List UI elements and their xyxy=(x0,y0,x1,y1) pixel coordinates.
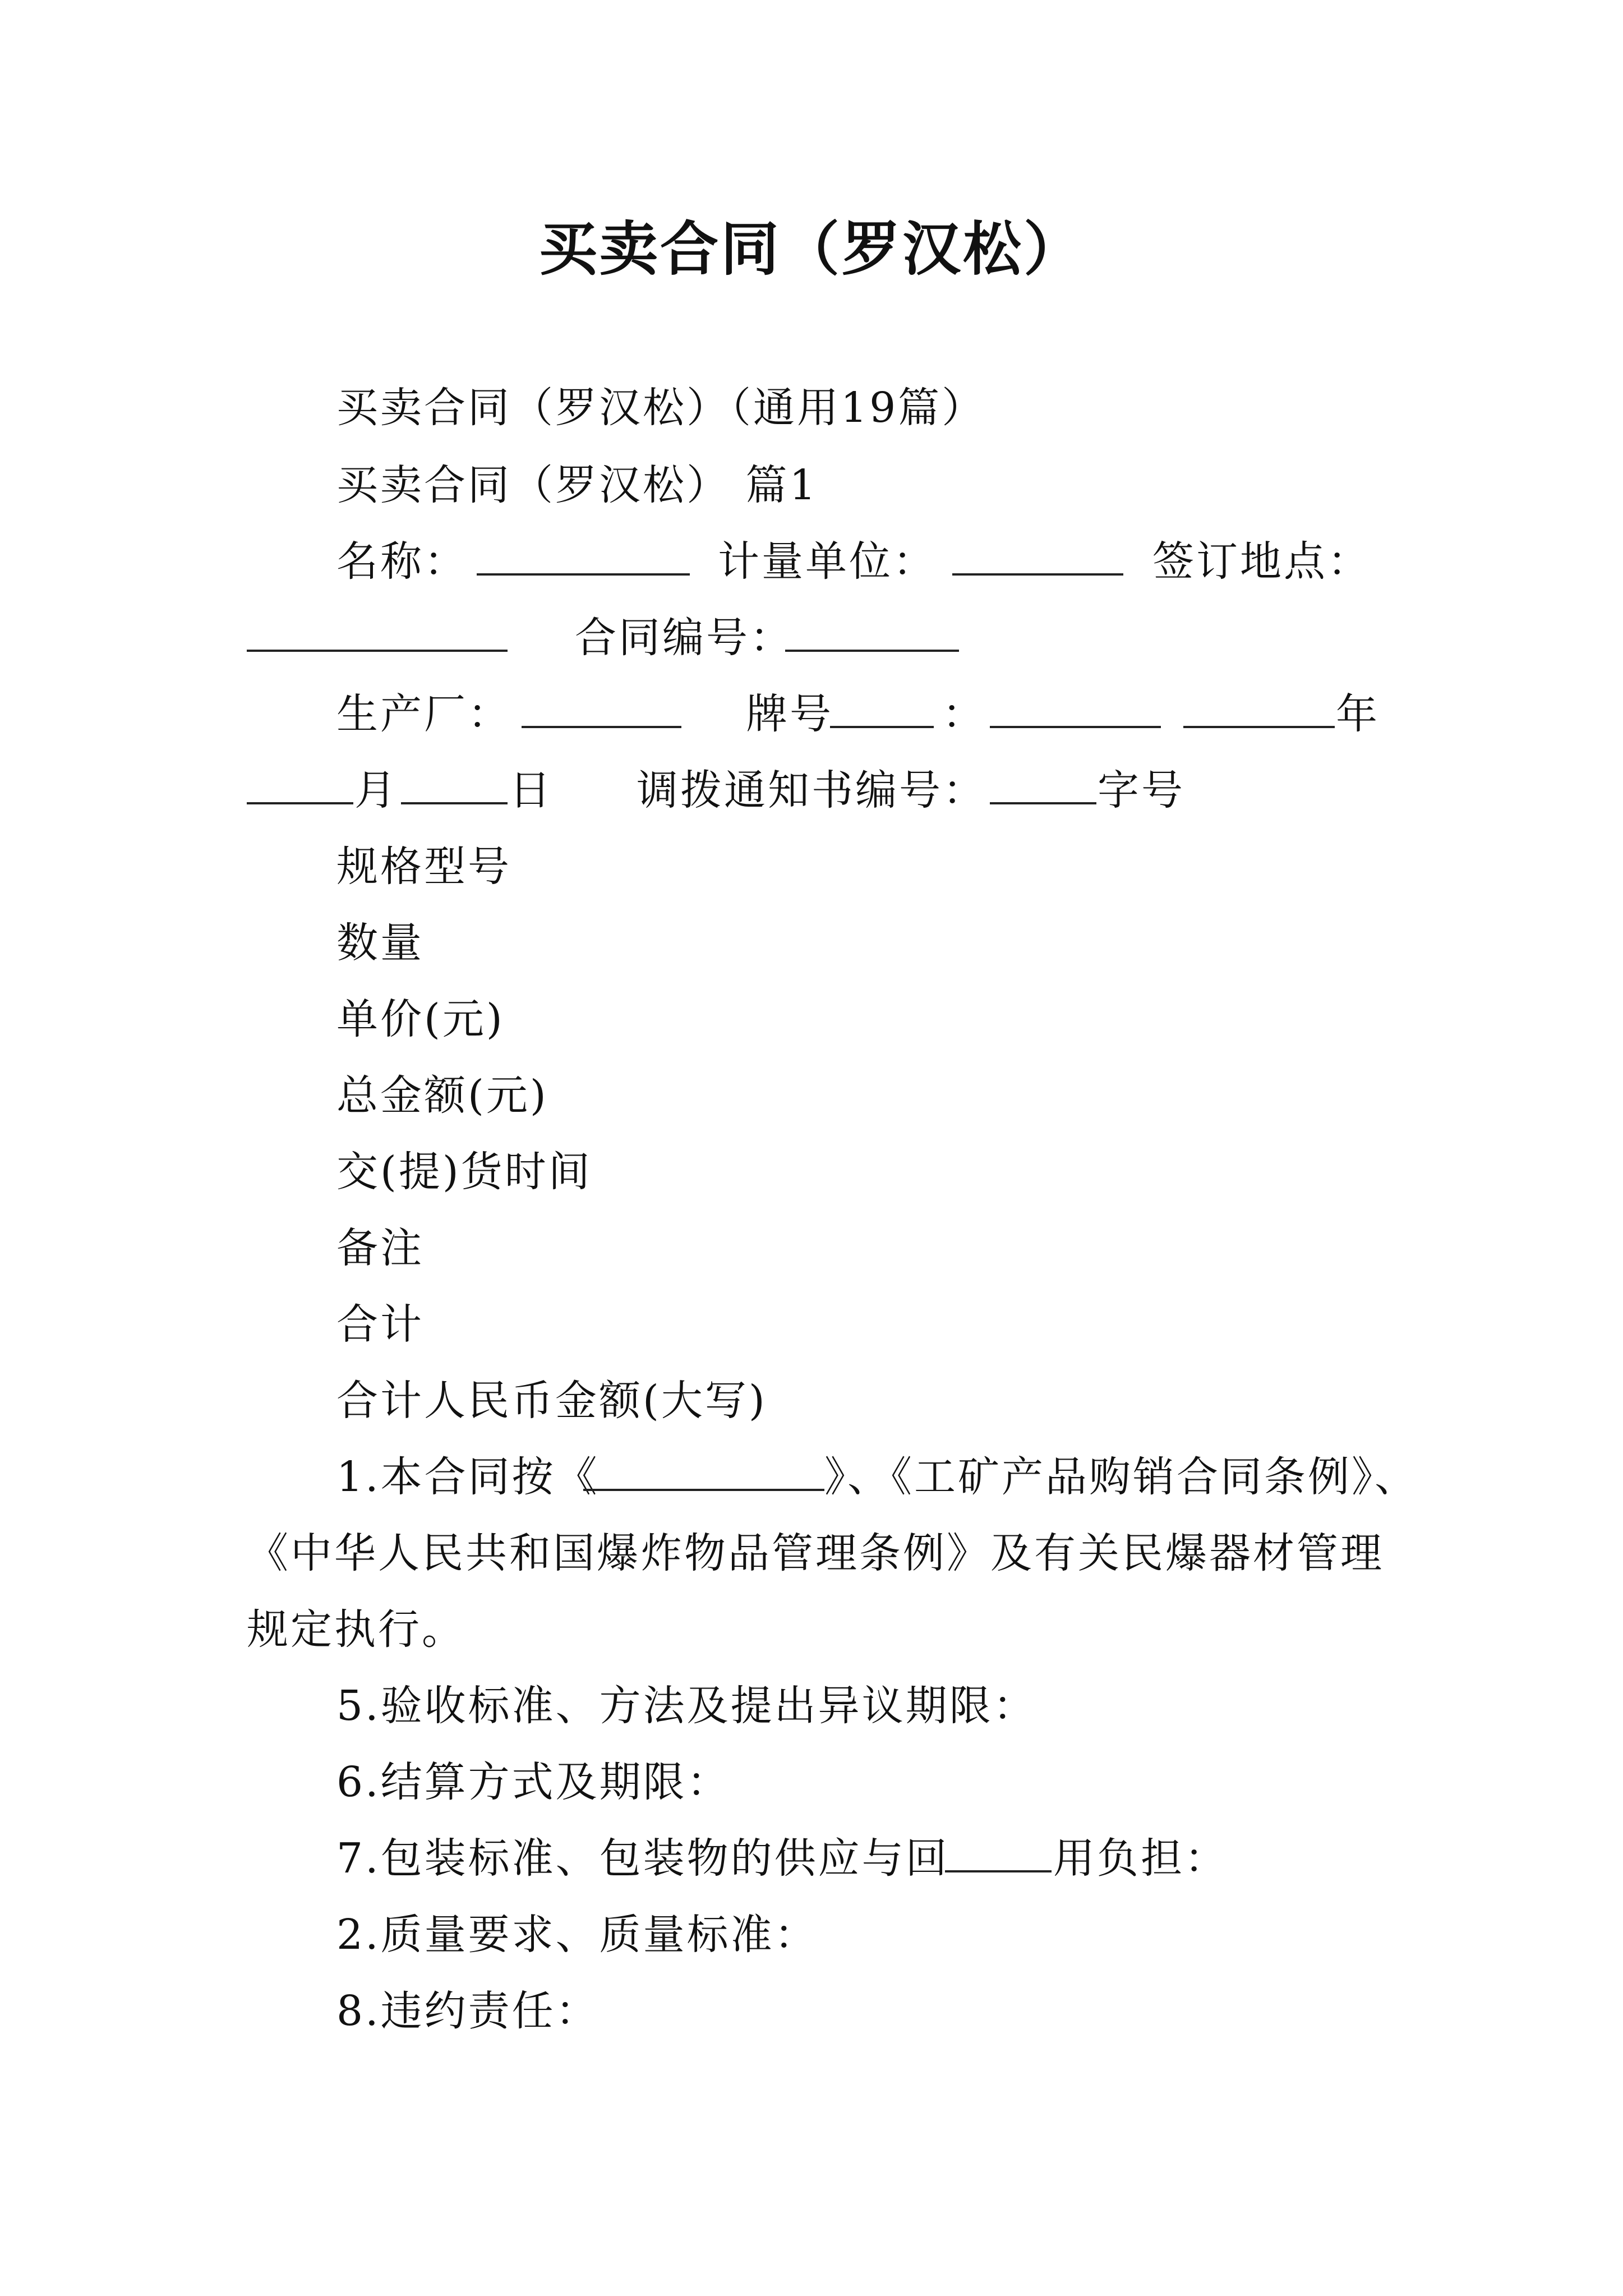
brand-blank[interactable] xyxy=(830,692,934,735)
unit-label: 计量单位： xyxy=(718,537,937,586)
clause-8: 8.违约责任： xyxy=(336,1987,600,2035)
clause-1-line-2: 《中华人民共和国爆炸物品管理条例》及有关民爆器材管理 xyxy=(247,1529,1384,1577)
sign-place-label: 签订地点： xyxy=(1152,537,1371,586)
month-label: 月 xyxy=(354,766,398,815)
unit-blank[interactable] xyxy=(952,540,1123,582)
name-blank[interactable] xyxy=(477,540,690,582)
year-label: 年 xyxy=(1336,690,1380,738)
clause-1-blank[interactable] xyxy=(583,1455,824,1498)
month-blank[interactable] xyxy=(247,769,353,811)
clause-1-suffix: 》、《工矿产品购销合同条例》、 xyxy=(824,1453,1418,1501)
quantity-label: 数量 xyxy=(336,919,424,967)
contract-no-label: 合同编号： xyxy=(575,614,794,662)
brand-colon: ： xyxy=(942,690,986,738)
clause-7 xyxy=(336,1834,1458,1883)
rmb-total-label: 合计人民币金额(大写) xyxy=(336,1377,767,1425)
spec-model-label: 规格型号 xyxy=(336,843,511,891)
clause-7-blank[interactable] xyxy=(945,1837,1052,1879)
brand-value-blank[interactable] xyxy=(990,692,1161,735)
field-row-2 xyxy=(247,614,1481,662)
day-label: 日 xyxy=(509,766,553,815)
clause-1-line-3: 规定执行。 xyxy=(247,1605,465,1654)
clause-6: 6.结算方式及期限： xyxy=(336,1758,731,1806)
delivery-time-label: 交(提)货时间 xyxy=(336,1148,592,1196)
sign-place-blank[interactable] xyxy=(247,616,508,659)
chapter-heading: 买卖合同（罗汉松） 篇1 xyxy=(336,461,818,509)
name-label: 名称： xyxy=(336,537,468,586)
contract-no-blank[interactable] xyxy=(785,616,959,659)
brand-label: 牌号 xyxy=(746,690,833,738)
clause-7-prefix: 7.包装标准、包装物的供应与回 xyxy=(336,1834,949,1883)
factory-blank[interactable] xyxy=(522,692,681,735)
field-row-4 xyxy=(247,766,1481,815)
clause-2: 2.质量要求、质量标准： xyxy=(336,1911,818,1959)
unit-price-label: 单价(元) xyxy=(336,995,505,1043)
collection-title: 买卖合同（罗汉松）（通用19篇） xyxy=(336,384,986,432)
factory-label: 生产厂： xyxy=(336,690,511,738)
subtotal-label: 合计 xyxy=(336,1300,424,1349)
field-row-1 xyxy=(336,537,1458,586)
notice-no-blank[interactable] xyxy=(990,769,1096,811)
total-amount-label: 总金额(元) xyxy=(336,1071,548,1120)
clause-7-suffix: 用负担： xyxy=(1053,1834,1228,1883)
clause-1-prefix: 1.本合同按《 xyxy=(336,1453,600,1501)
zi-hao-label: 字号 xyxy=(1098,766,1185,815)
clause-1-line-1 xyxy=(336,1453,1514,1501)
page-title: 买卖合同（罗汉松） xyxy=(538,214,1084,283)
clause-5: 5.验收标准、方法及提出异议期限： xyxy=(336,1682,1037,1730)
notice-no-label: 调拨通知书编号： xyxy=(637,766,986,815)
field-row-3 xyxy=(336,690,1570,738)
year-blank[interactable] xyxy=(1183,692,1335,735)
day-blank[interactable] xyxy=(401,769,508,811)
remarks-label: 备注 xyxy=(336,1224,424,1272)
